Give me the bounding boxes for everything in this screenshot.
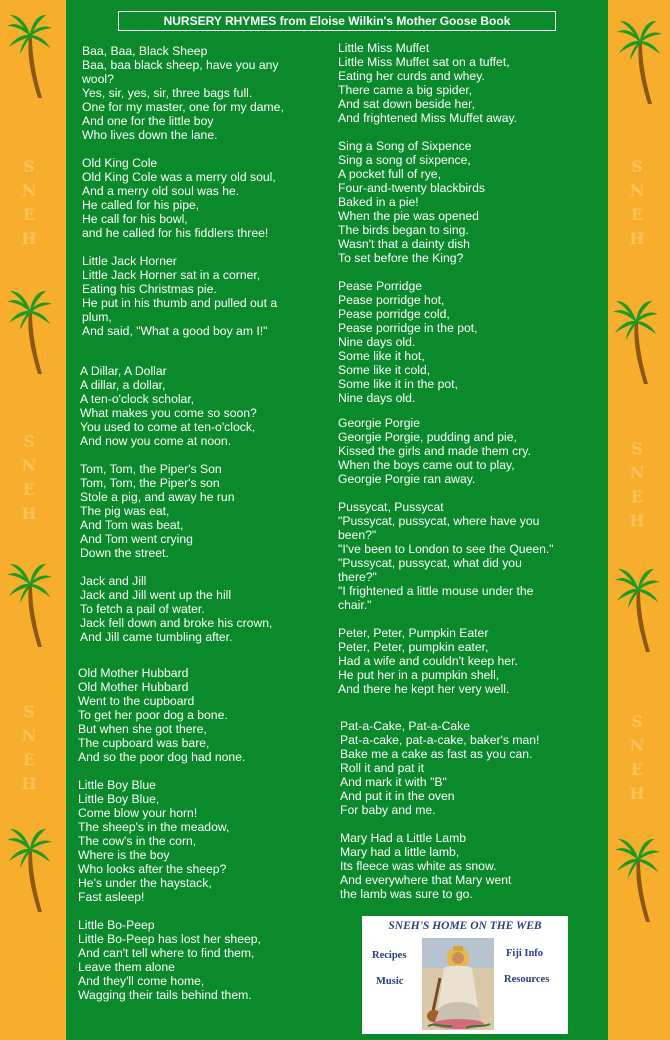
poem-pat-a-cake: Pat-a-Cake, Pat-a-Cake Pat-a-cake, pat-a-cake, baker's man! Bake me a cake as fast as you can. Roll it and pat it And mark it with "B" And put it in the oven For baby and me. [340,719,540,817]
sneh-watermark: S N E H [629,439,645,530]
poem-title: Sing a Song of Sixpence [338,139,472,153]
poem-georgie-porgie: Georgie Porgie Georgie Porgie, pudding and pie, Kissed the girls and made them cry. When the boys came out to play, Georgie Porgie ran away. [338,416,531,486]
palm-tree-icon [6,14,52,100]
poem-baa-baa-black-sheep: Baa, Baa, Black Sheep Baa, baa black sheep, have you any wool? Yes, sir, yes, sir, three bags full. One for my master, one for my dame, And one for the little boy Who lives down the lane. [82,44,284,142]
poem-title: Mary Had a Little Lamb [340,831,466,845]
goddess-image[interactable] [422,938,494,1030]
palm-tree-icon [612,300,658,386]
poem-title: Old Mother Hubbard [78,666,189,680]
poem-mary-had-a-little-lamb: Mary Had a Little Lamb Mary had a little lamb, Its fleece was white as snow. And everywhere that Mary went the lamb was sure to go. [340,831,512,901]
palm-tree-icon [6,290,52,376]
poem-title: Old King Cole [82,156,158,170]
poem-pussycat-pussycat: Pussycat, Pussycat "Pussycat, pussycat, where have you been?" "I've been to London to see the Queen." "Pussycat, pussycat, what did you there?" "I frightened a little mouse under the chair." [338,500,554,612]
page-title: NURSERY RHYMES from Eloise Wilkin's Mother Goose Book [118,11,556,31]
poem-title: Little Bo-Peep [78,918,155,932]
palm-tree-icon [614,568,660,654]
poem-jack-and-jill: Jack and Jill Jack and Jill went up the hill To fetch a pail of water. Jack fell down and broke his crown, And Jill came tumbling after. [80,574,273,644]
poem-a-dillar-a-dollar: A Dillar, A Dollar A dillar, a dollar, A ten-o'clock scholar, What makes you come so soon? You used to come at ten-o'clock, And now you come at noon. [80,364,257,448]
right-side-panel [608,0,670,1040]
poem-title: Little Boy Blue [78,778,156,792]
recipes-link[interactable]: Recipes [372,950,407,961]
poem-title: A Dillar, A Dollar [80,364,167,378]
poem-tom-tom-the-pipers-son: Tom, Tom, the Piper's Son Tom, Tom, the Piper's son Stole a pig, and away he run The pig was eat, And Tom was beat, And Tom went crying Down the street. [80,462,235,560]
sneh-watermark: S N E H [629,157,645,248]
poem-sing-a-song-of-sixpence: Sing a Song of Sixpence Sing a song of sixpence, A pocket full of rye, Four-and-twenty blackbirds Baked in a pie! When the pie was opened The birds began to sing. Wasn't that a dainty dish To set before the King? [338,139,485,265]
poem-title: Baa, Baa, Black Sheep [82,44,208,58]
poem-title: Pease Porridge [338,279,423,293]
fiji-info-link[interactable]: Fiji Info [506,948,544,959]
poem-pease-porridge: Pease Porridge Pease porridge hot, Pease porridge cold, Pease porridge in the pot, Nine days old. Some like it hot, Some like it cold, Some like it in the pot, Nine days old. [338,279,478,405]
poem-title: Little Miss Muffet [338,41,430,55]
poem-old-king-cole: Old King Cole Old King Cole was a merry old soul, And a merry old soul was he. He called for his pipe, He call for his bowl, and he called for his fiddlers three! [82,156,276,240]
poem-title: Pussycat, Pussycat [338,500,444,514]
palm-tree-icon [6,828,52,914]
poem-little-boy-blue: Little Boy Blue Little Boy Blue, Come blow your horn! The sheep's in the meadow, The cow's in the corn, Where is the boy Who looks after the sheep? He's under the haystack, Fast asleep! [78,778,230,904]
sneh-watermark: S N E H [21,157,37,248]
poem-title: Pat-a-Cake, Pat-a-Cake [340,719,471,733]
poem-title: Little Jack Horner [82,254,177,268]
resources-link[interactable]: Resources [504,974,550,985]
sneh-watermark: S N E H [21,702,37,793]
poem-old-mother-hubbard: Old Mother Hubbard Old Mother Hubbard Went to the cupboard To get her poor dog a bone. But when she got there, The cupboard was bare, And so the poor dog had none. [78,666,246,764]
poem-little-miss-muffet: Little Miss Muffet Little Miss Muffet sat on a tuffet, Eating her curds and whey. There came a big spider, And sat down beside her, And frightened Miss Muffet away. [338,41,518,125]
palm-tree-icon [6,563,52,649]
home-banner[interactable] [362,916,568,1034]
poem-title: Tom, Tom, the Piper's Son [80,462,222,476]
palm-tree-icon [614,838,660,924]
sneh-watermark: S N E H [629,712,645,803]
palm-tree-icon [616,20,662,106]
poem-peter-peter-pumpkin-eater: Peter, Peter, Pumpkin Eater Peter, Peter, pumpkin eater, Had a wife and couldn't keep her. He put her in a pumpkin shell, And there he kept her very well. [338,626,518,696]
poem-title: Peter, Peter, Pumpkin Eater [338,626,489,640]
left-side-panel [0,0,66,1040]
poem-little-jack-horner: Little Jack Horner Little Jack Horner sat in a corner, Eating his Christmas pie. He put in his thumb and pulled out a plum, And said, "What a good boy am I!" [82,254,278,338]
music-link[interactable]: Music [376,976,404,987]
banner-title: SNEH'S HOME ON THE WEB [388,920,542,932]
sneh-watermark: S N E H [21,432,37,523]
poem-title: Georgie Porgie [338,416,420,430]
poem-little-bo-peep: Little Bo-Peep Little Bo-Peep has lost her sheep, And can't tell where to find them, Leave them alone And they'll come home, Wagging their tails behind them. [78,918,261,1002]
poem-title: Jack and Jill [80,574,147,588]
